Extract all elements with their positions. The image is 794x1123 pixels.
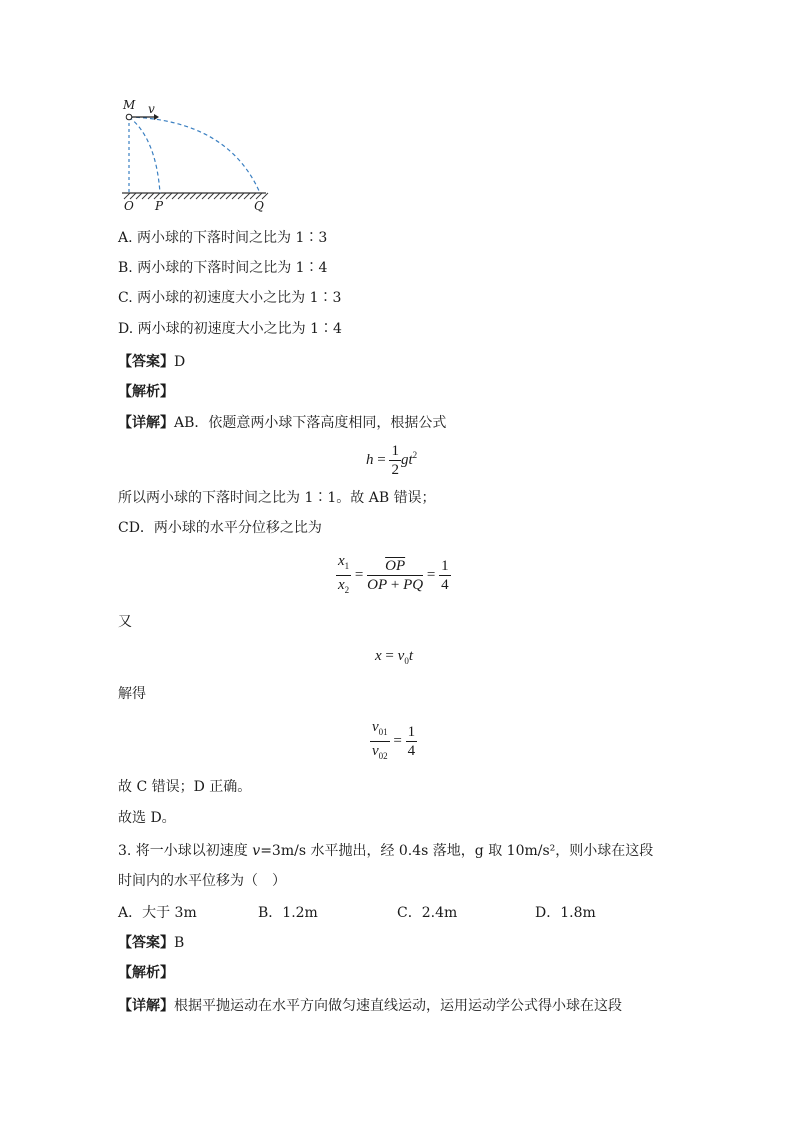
q3-stem-2: 时间内的水平位移为（ ）	[118, 873, 286, 889]
trajectory-to-q	[129, 117, 260, 193]
q2-you: 又	[118, 614, 132, 630]
q2-jiede: 解得	[118, 686, 146, 702]
formula-ratio-x: $\frac{x_1}{x_2}$ = $\frac{\overline{OP}}{OP + PQ}$ = $\frac{1}{4}$	[338, 553, 449, 595]
answer-value: D	[174, 354, 186, 370]
q2-option-c: C. 两小球的初速度大小之比为 1∶3	[118, 290, 342, 306]
detail-label: 【详解】	[118, 415, 174, 431]
ground-hatch	[124, 193, 268, 199]
formula-ratio-v: $\frac{v_{01}}{v_{02}}$ = $\frac{1}{4}$	[372, 719, 416, 761]
detail-text-1: AB．依题意两小球下落高度相同，根据公式	[174, 415, 447, 431]
formula-h: h = $\frac{1}{2}$ $gt^2$	[366, 443, 418, 478]
q2-result-2: 故 C 错误；D 正确。	[118, 779, 252, 795]
projectile-figure	[118, 98, 288, 216]
ball-m	[126, 114, 132, 120]
q3-option-a: A．大于 3m	[118, 905, 197, 921]
q3-detail-text: 根据平抛运动在水平方向做匀速直线运动，运用运动学公式得小球在这段	[174, 998, 622, 1014]
label-p: P	[155, 199, 164, 213]
q2-option-d: D. 两小球的初速度大小之比为 1∶4	[118, 321, 342, 337]
q2-detail-1	[118, 413, 446, 433]
label-m: M	[123, 98, 136, 112]
q2-option-b: B. 两小球的下落时间之比为 1∶4	[118, 260, 328, 276]
q3-analysis-label: 【解析】	[118, 965, 174, 981]
q3-stem-1a: 3. 将一小球以初速度	[118, 843, 253, 859]
q2-result-1: 所以两小球的下落时间之比为 1∶1。故 AB 错误；	[118, 490, 436, 506]
q3-stem-v: v	[252, 843, 261, 859]
q3-stem-1b: =3m/s 水平抛出，经 0.4s 落地，g 取 10m/s²，则小球在这段	[260, 843, 654, 859]
q3-option-d: D．1.8m	[535, 905, 596, 921]
q3-answer-label: 【答案】	[118, 935, 174, 951]
q3-answer-value: B	[174, 935, 185, 951]
q3-stem-1	[118, 841, 653, 861]
q3-option-b: B．1.2m	[258, 905, 318, 921]
answer-label: 【答案】	[118, 354, 174, 370]
q2-choose: 故选 D。	[118, 810, 176, 826]
q2-option-a: A. 两小球的下落时间之比为 1∶3	[118, 230, 328, 246]
q2-analysis-label: 【解析】	[118, 384, 174, 400]
q3-detail-label: 【详解】	[118, 998, 174, 1014]
formula-x: $x = v_0t$	[375, 648, 413, 666]
q3-option-c: C．2.4m	[397, 905, 458, 921]
q2-detail-2: CD．两小球的水平分位移之比为	[118, 520, 322, 536]
trajectory-to-p	[129, 117, 160, 193]
label-o: O	[124, 199, 134, 213]
q2-answer	[118, 352, 185, 372]
q3-answer	[118, 933, 184, 953]
q3-detail	[118, 996, 622, 1016]
label-q: Q	[254, 199, 264, 213]
label-v: v	[148, 102, 155, 116]
